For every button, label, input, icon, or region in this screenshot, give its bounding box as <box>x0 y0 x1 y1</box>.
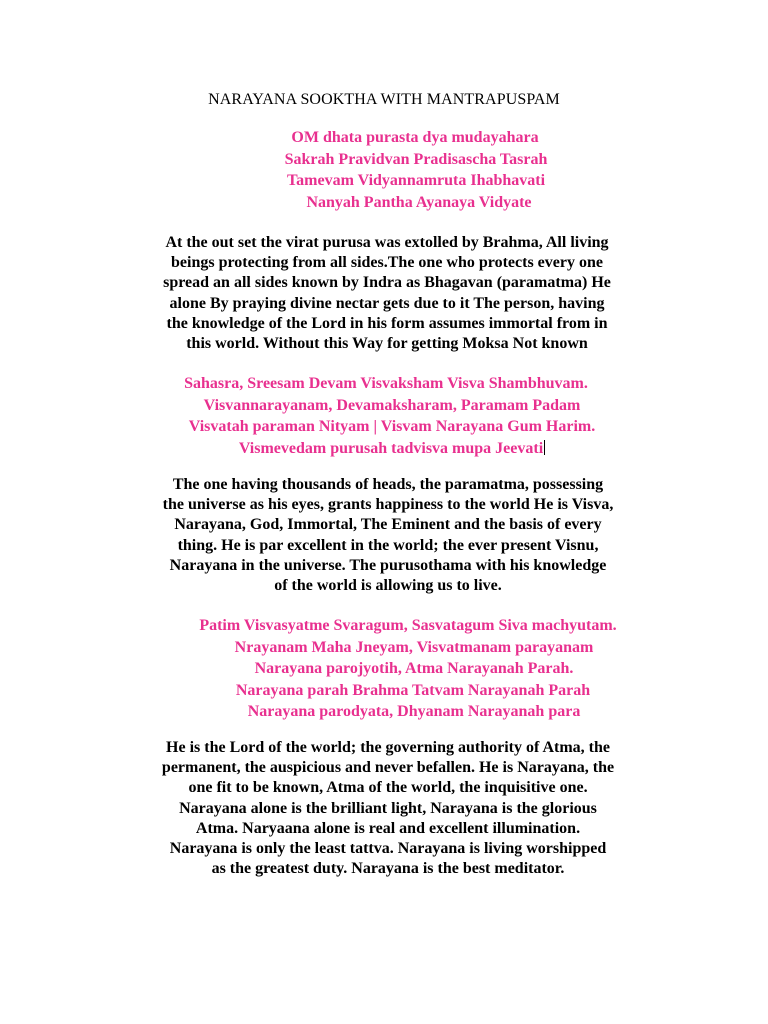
verse-line: Visvatah paraman Nityam | Visvam Narayana Gum Harim. <box>188 418 596 435</box>
paragraph-line: as the greatest duty. Narayana is the best meditator. <box>211 860 565 878</box>
verse-line-text: Vismevedam purusah tadvisva mupa Jeevati <box>238 439 544 457</box>
paragraph-line: He is the Lord of the world; the governing authority of Atma, the <box>166 739 610 756</box>
verse-block-1 <box>32 127 768 213</box>
verse-line: Nanyah Pantha Ayanaya Vidyate <box>306 193 532 211</box>
verse-block-2 <box>8 373 768 459</box>
translation-paragraph-1 <box>3 233 768 354</box>
verse-line: Tamevam Vidyannamruta Ihabhavati <box>286 172 546 189</box>
paragraph-line: this world. Without this Way for getting Moksa Not known <box>186 335 588 353</box>
paragraph-line: beings protecting from all sides.The one who protects every one <box>171 254 603 272</box>
paragraph-line: Narayana in the universe. The purusothama with his knowledge <box>169 556 607 574</box>
paragraph-line: At the out set the virat purusa was extolled by Brahma, All living <box>165 234 609 251</box>
paragraph-line: thing. He is par excellent in the world; the ever present Visnu, <box>177 536 599 554</box>
verse-block-3 <box>30 615 768 723</box>
verse-line: Patim Visvasyatme Svaragum, Sasvatagum Siva machyutam. <box>199 617 617 634</box>
translation-paragraph-3 <box>4 738 768 879</box>
paragraph-line: alone By praying divine nectar gets due to it The person, having <box>169 294 605 312</box>
paragraph-line: Atma. Naryaana alone is real and excellent illumination. <box>195 819 581 837</box>
paragraph-line: The one having thousands of heads, the paramatma, possessing <box>172 476 604 493</box>
paragraph-line: Narayana alone is the brilliant light, Narayana is the glorious <box>179 799 597 817</box>
verse-line: Sakrah Pravidvan Pradisascha Tasrah <box>284 150 548 168</box>
verse-line: Sahasra, Sreesam Devam Visvaksham Visva Shambhuvam. <box>184 375 588 392</box>
paragraph-line: of the world is allowing us to live. <box>274 577 502 595</box>
verse-line: Visvannarayanam, Devamaksharam, Paramam Padam <box>203 396 581 414</box>
paragraph-line: permanent, the auspicious and never befallen. He is Narayana, the <box>161 759 615 777</box>
document-title: NARAYANA SOOKTHA WITH MANTRAPUSPAM <box>208 91 560 108</box>
paragraph-line: Narayana, God, Immortal, The Eminent and the basis of every <box>174 516 602 534</box>
verse-line: Narayana parodyata, Dhyanam Narayanah para <box>247 703 581 720</box>
text-cursor <box>544 440 545 455</box>
paragraph-line: spread an all sides known by Indra as Bhagavan (paramatma) He <box>163 274 611 292</box>
verse-line: Narayana parojyotih, Atma Narayanah Parah. <box>254 660 574 677</box>
verse-line <box>8 438 768 460</box>
paragraph-line: the knowledge of the Lord in his form assumes immortal from in <box>166 314 608 332</box>
paragraph-line: the universe as his eyes, grants happiness to the world He is Visva, <box>162 496 614 514</box>
verse-line: Nrayanam Maha Jneyam, Visvatmanam parayanam <box>234 638 594 656</box>
verse-line: OM dhata purasta dya mudayahara <box>291 129 539 146</box>
verse-line: Narayana parah Brahma Tatvam Narayanah Parah <box>235 681 591 699</box>
translation-paragraph-2 <box>4 475 768 596</box>
paragraph-line: one fit to be known, Atma of the world, the inquisitive one. <box>188 779 588 797</box>
paragraph-line: Narayana is only the least tattva. Narayana is living worshipped <box>169 840 607 858</box>
